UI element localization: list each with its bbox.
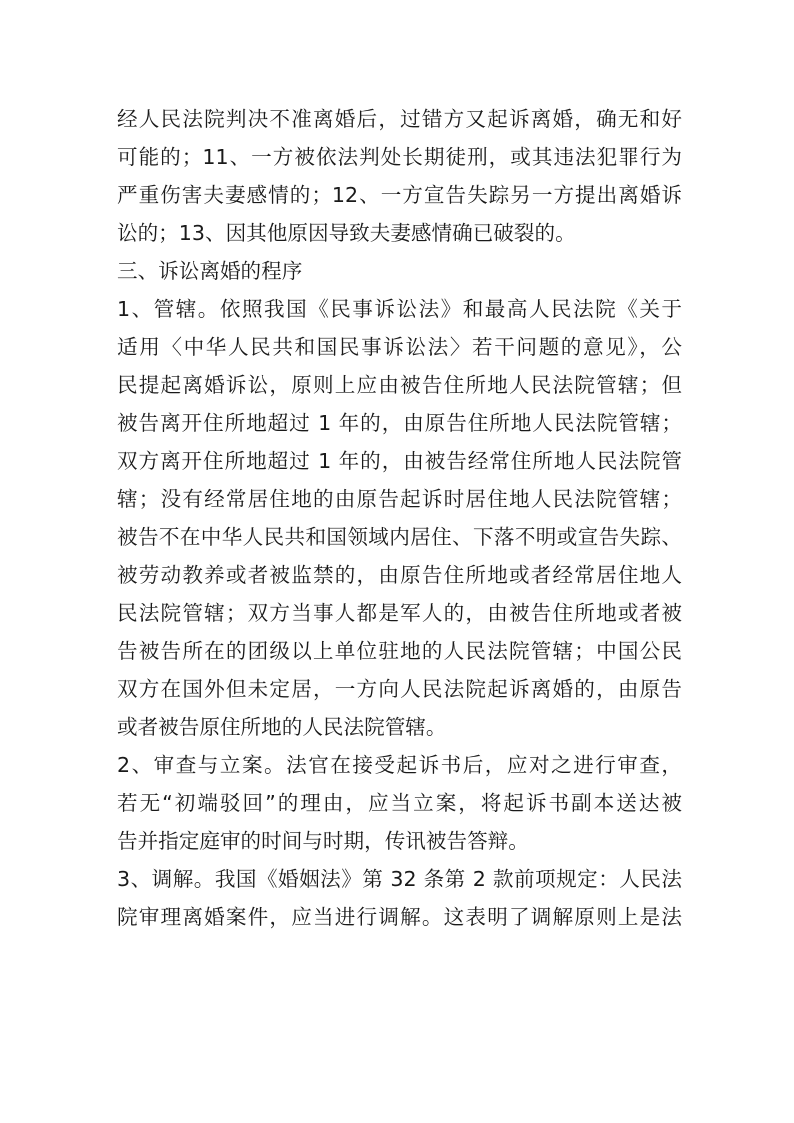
text-line: 经人民法院判决不准离婚后，过错方又起诉离婚，确无和好 xyxy=(117,107,682,131)
text-line: 严重伤害夫妻感情的；12、一方宣告失踪另一方提出离婚诉 xyxy=(117,183,682,207)
text-line: 2、审查与立案。法官在接受起诉书后，应对之进行审查， xyxy=(117,753,682,777)
text-line: 民提起离婚诉讼，原则上应由被告住所地人民法院管辖；但 xyxy=(117,373,682,397)
text-line: 可能的；11、一方被依法判处长期徒刑，或其违法犯罪行为 xyxy=(117,145,682,169)
text-line: 被告离开住所地超过 1 年的，由原告住所地人民法院管辖； xyxy=(117,411,682,435)
text-line: 告并指定庭审的时间与时期，传讯被告答辩。 xyxy=(117,829,529,853)
text-line: 被告不在中华人民共和国领域内居住、下落不明或宣告失踪、 xyxy=(117,525,682,549)
text-line: 讼的；13、因其他原因导致夫妻感情确已破裂的。 xyxy=(117,221,576,245)
document-page xyxy=(117,100,682,936)
text-line: 双方在国外但未定居，一方向人民法院起诉离婚的，由原告 xyxy=(117,677,682,701)
text-line: 3、调解。我国《婚姻法》第 32 条第 2 款前项规定：人民法 xyxy=(117,867,682,891)
text-line: 双方离开住所地超过 1 年的，由被告经常住所地人民法院管 xyxy=(117,449,682,473)
text-line: 院审理离婚案件，应当进行调解。这表明了调解原则上是法 xyxy=(117,905,682,929)
text-line: 辖；没有经常居住地的由原告起诉时居住地人民法院管辖； xyxy=(117,487,682,511)
text-line: 被劳动教养或者被监禁的，由原告住所地或者经常居住地人 xyxy=(117,563,682,587)
text-line: 1、管辖。依照我国《民事诉讼法》和最高人民法院《关于 xyxy=(117,297,682,321)
text-line: 若无“初端驳回”的理由，应当立案，将起诉书副本送达被 xyxy=(117,791,682,815)
text-line: 民法院管辖；双方当事人都是军人的，由被告住所地或者被 xyxy=(117,601,682,625)
text-line: 告被告所在的团级以上单位驻地的人民法院管辖；中国公民 xyxy=(117,639,682,663)
text-line: 或者被告原住所地的人民法院管辖。 xyxy=(117,715,447,739)
section-heading: 三、诉讼离婚的程序 xyxy=(117,259,303,283)
text-line: 适用〈中华人民共和国民事诉讼法〉若干问题的意见》，公 xyxy=(117,335,682,359)
